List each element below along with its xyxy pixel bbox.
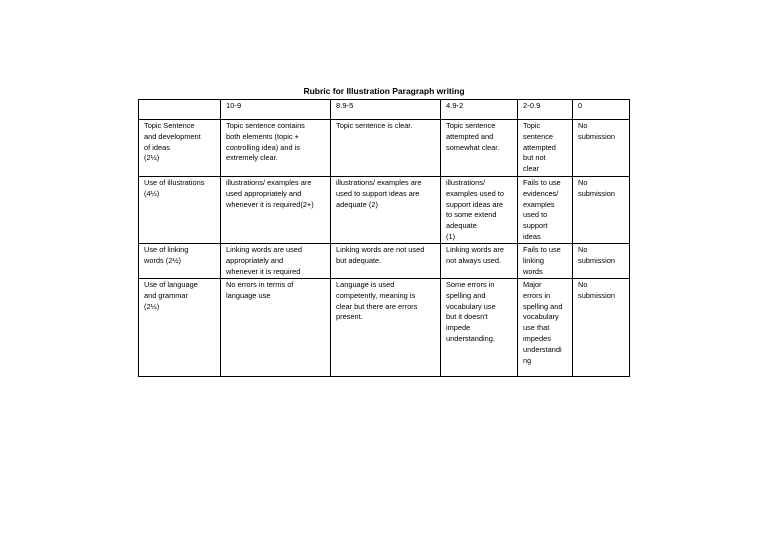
document-title: Rubric for Illustration Paragraph writing: [303, 86, 465, 96]
header-cell-score-10-9: 10-9: [221, 100, 331, 120]
header-cell-score-2-0.9: 2-0.9: [518, 100, 573, 120]
descriptor-cell: Linking words are used appropriately and whenever it is required: [221, 244, 331, 279]
descriptor-cell: Linking words are not always used.: [441, 244, 518, 279]
descriptor-cell: No submission: [573, 120, 630, 177]
descriptor-cell: Fails to use evidences/ examples used to support ideas: [518, 177, 573, 244]
header-cell-score-8.9-5: 8.9-5: [331, 100, 441, 120]
descriptor-cell: No errors in terms of language use: [221, 279, 331, 377]
descriptor-cell: No submission: [573, 244, 630, 279]
header-cell-score-4.9-2: 4.9-2: [441, 100, 518, 120]
header-cell-criterion: [139, 100, 221, 120]
descriptor-cell: Topic sentence attempted but not clear: [518, 120, 573, 177]
table-header-row: [139, 100, 630, 120]
descriptor-cell: illustrations/ examples are used appropriately and whenever it is required(2+): [221, 177, 331, 244]
table-row: [139, 120, 630, 177]
rubric-table: [138, 99, 630, 377]
descriptor-cell: Topic sentence is clear.: [331, 120, 441, 177]
criterion-cell: Use of linking words (2½): [139, 244, 221, 279]
descriptor-cell: No submission: [573, 177, 630, 244]
descriptor-cell: illustrations/ examples are used to support ideas are adequate (2): [331, 177, 441, 244]
table-row: [139, 244, 630, 279]
descriptor-cell: Topic sentence attempted and somewhat clear.: [441, 120, 518, 177]
criterion-cell: Topic Sentence and development of ideas (2½): [139, 120, 221, 177]
descriptor-cell: No submission: [573, 279, 630, 377]
descriptor-cell: Fails to use linking words: [518, 244, 573, 279]
descriptor-cell: Linking words are not used but adequate.: [331, 244, 441, 279]
criterion-cell: Use of language and grammar (2½): [139, 279, 221, 377]
descriptor-cell: Major errors in spelling and vocabulary use that impedes understandi ng: [518, 279, 573, 377]
descriptor-cell: Language is used competently, meaning is clear but there are errors present.: [331, 279, 441, 377]
descriptor-cell: Some errors in spelling and vocabulary use but it doesn't impede understanding.: [441, 279, 518, 377]
descriptor-cell: illustrations/ examples used to support ideas are to some extend adequate (1): [441, 177, 518, 244]
header-cell-score-0: 0: [573, 100, 630, 120]
descriptor-cell: Topic sentence contains both elements (topic + controlling idea) and is extremely clear.: [221, 120, 331, 177]
table-row: [139, 177, 630, 244]
table-row: [139, 279, 630, 377]
criterion-cell: Use of illustrations (4½): [139, 177, 221, 244]
